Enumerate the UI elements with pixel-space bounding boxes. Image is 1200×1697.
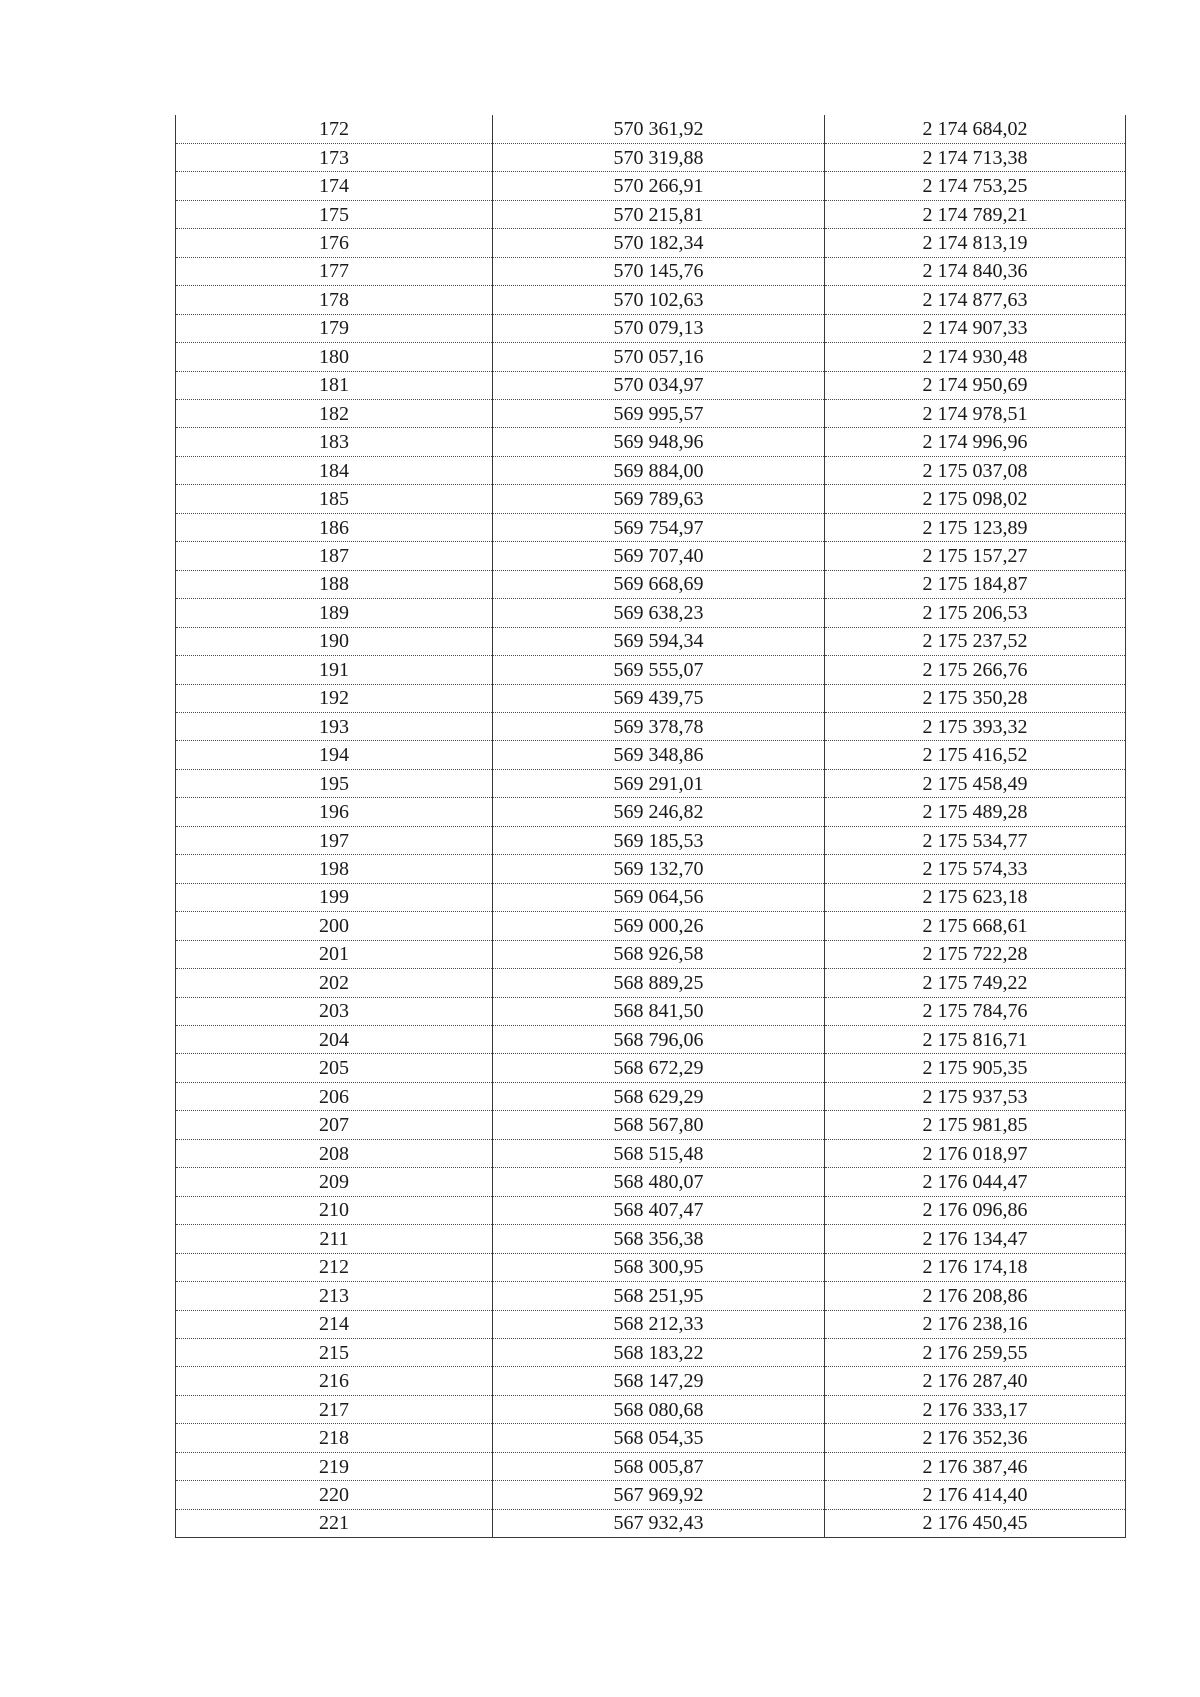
x-coordinate-cell: 569 789,63 — [493, 485, 825, 513]
x-coordinate-cell: 569 555,07 — [493, 656, 825, 684]
point-number-cell: 192 — [176, 684, 493, 712]
x-coordinate-cell: 569 668,69 — [493, 570, 825, 598]
x-coordinate-cell: 569 000,26 — [493, 912, 825, 940]
point-number-cell: 217 — [176, 1395, 493, 1423]
x-coordinate-cell: 569 594,34 — [493, 627, 825, 655]
y-coordinate-cell: 2 175 623,18 — [825, 883, 1126, 911]
y-coordinate-cell: 2 175 416,52 — [825, 741, 1126, 769]
x-coordinate-cell: 570 057,16 — [493, 343, 825, 371]
coordinates-table — [175, 115, 1126, 1538]
x-coordinate-cell: 567 932,43 — [493, 1509, 825, 1537]
table-row — [176, 400, 1126, 428]
y-coordinate-cell: 2 175 668,61 — [825, 912, 1126, 940]
y-coordinate-cell: 2 176 450,45 — [825, 1509, 1126, 1537]
y-coordinate-cell: 2 174 930,48 — [825, 343, 1126, 371]
y-coordinate-cell: 2 175 749,22 — [825, 969, 1126, 997]
table-row — [176, 314, 1126, 342]
point-number-cell: 210 — [176, 1196, 493, 1224]
point-number-cell: 205 — [176, 1054, 493, 1082]
table-row — [176, 940, 1126, 968]
point-number-cell: 185 — [176, 485, 493, 513]
x-coordinate-cell: 569 707,40 — [493, 542, 825, 570]
table-row — [176, 741, 1126, 769]
x-coordinate-cell: 568 567,80 — [493, 1111, 825, 1139]
point-number-cell: 215 — [176, 1338, 493, 1366]
table-row — [176, 1168, 1126, 1196]
table-row — [176, 713, 1126, 741]
table-row — [176, 1082, 1126, 1110]
table-row — [176, 969, 1126, 997]
y-coordinate-cell: 2 175 784,76 — [825, 997, 1126, 1025]
point-number-cell: 186 — [176, 513, 493, 541]
x-coordinate-cell: 570 266,91 — [493, 172, 825, 200]
x-coordinate-cell: 569 754,97 — [493, 513, 825, 541]
point-number-cell: 176 — [176, 229, 493, 257]
point-number-cell: 212 — [176, 1253, 493, 1281]
y-coordinate-cell: 2 174 877,63 — [825, 286, 1126, 314]
table-row — [176, 1452, 1126, 1480]
table-row — [176, 229, 1126, 257]
y-coordinate-cell: 2 175 816,71 — [825, 1026, 1126, 1054]
table-row — [176, 1509, 1126, 1537]
y-coordinate-cell: 2 175 458,49 — [825, 769, 1126, 797]
table-row — [176, 1424, 1126, 1452]
y-coordinate-cell: 2 174 684,02 — [825, 115, 1126, 143]
table-row — [176, 1139, 1126, 1167]
y-coordinate-cell: 2 174 840,36 — [825, 257, 1126, 285]
table-row — [176, 883, 1126, 911]
point-number-cell: 208 — [176, 1139, 493, 1167]
table-row — [176, 599, 1126, 627]
point-number-cell: 209 — [176, 1168, 493, 1196]
point-number-cell: 187 — [176, 542, 493, 570]
table-row — [176, 200, 1126, 228]
x-coordinate-cell: 569 064,56 — [493, 883, 825, 911]
point-number-cell: 201 — [176, 940, 493, 968]
y-coordinate-cell: 2 174 713,38 — [825, 143, 1126, 171]
x-coordinate-cell: 568 005,87 — [493, 1452, 825, 1480]
x-coordinate-cell: 568 300,95 — [493, 1253, 825, 1281]
table-row — [176, 513, 1126, 541]
point-number-cell: 197 — [176, 826, 493, 854]
point-number-cell: 189 — [176, 599, 493, 627]
table-row — [176, 1338, 1126, 1366]
x-coordinate-cell: 568 480,07 — [493, 1168, 825, 1196]
point-number-cell: 184 — [176, 456, 493, 484]
point-number-cell: 218 — [176, 1424, 493, 1452]
point-number-cell: 196 — [176, 798, 493, 826]
x-coordinate-cell: 570 034,97 — [493, 371, 825, 399]
y-coordinate-cell: 2 175 266,76 — [825, 656, 1126, 684]
point-number-cell: 221 — [176, 1509, 493, 1537]
x-coordinate-cell: 568 080,68 — [493, 1395, 825, 1423]
x-coordinate-cell: 570 319,88 — [493, 143, 825, 171]
x-coordinate-cell: 568 147,29 — [493, 1367, 825, 1395]
table-row — [176, 1026, 1126, 1054]
table-row — [176, 798, 1126, 826]
y-coordinate-cell: 2 176 238,16 — [825, 1310, 1126, 1338]
y-coordinate-cell: 2 176 096,86 — [825, 1196, 1126, 1224]
table-row — [176, 1282, 1126, 1310]
x-coordinate-cell: 568 356,38 — [493, 1225, 825, 1253]
table-row — [176, 143, 1126, 171]
point-number-cell: 179 — [176, 314, 493, 342]
table-row — [176, 371, 1126, 399]
y-coordinate-cell: 2 174 996,96 — [825, 428, 1126, 456]
point-number-cell: 200 — [176, 912, 493, 940]
point-number-cell: 182 — [176, 400, 493, 428]
point-number-cell: 220 — [176, 1481, 493, 1509]
table-row — [176, 1481, 1126, 1509]
table-row — [176, 1253, 1126, 1281]
x-coordinate-cell: 570 079,13 — [493, 314, 825, 342]
y-coordinate-cell: 2 174 950,69 — [825, 371, 1126, 399]
point-number-cell: 202 — [176, 969, 493, 997]
point-number-cell: 177 — [176, 257, 493, 285]
y-coordinate-cell: 2 175 206,53 — [825, 599, 1126, 627]
table-row — [176, 570, 1126, 598]
y-coordinate-cell: 2 176 387,46 — [825, 1452, 1126, 1480]
x-coordinate-cell: 568 054,35 — [493, 1424, 825, 1452]
point-number-cell: 190 — [176, 627, 493, 655]
x-coordinate-cell: 569 884,00 — [493, 456, 825, 484]
y-coordinate-cell: 2 174 789,21 — [825, 200, 1126, 228]
point-number-cell: 193 — [176, 713, 493, 741]
table-row — [176, 257, 1126, 285]
point-number-cell: 199 — [176, 883, 493, 911]
table-row — [176, 855, 1126, 883]
y-coordinate-cell: 2 175 534,77 — [825, 826, 1126, 854]
point-number-cell: 206 — [176, 1082, 493, 1110]
point-number-cell: 213 — [176, 1282, 493, 1310]
table-row — [176, 769, 1126, 797]
x-coordinate-cell: 568 926,58 — [493, 940, 825, 968]
point-number-cell: 216 — [176, 1367, 493, 1395]
y-coordinate-cell: 2 175 722,28 — [825, 940, 1126, 968]
x-coordinate-cell: 568 212,33 — [493, 1310, 825, 1338]
y-coordinate-cell: 2 175 037,08 — [825, 456, 1126, 484]
point-number-cell: 172 — [176, 115, 493, 143]
table-row — [176, 1395, 1126, 1423]
point-number-cell: 204 — [176, 1026, 493, 1054]
y-coordinate-cell: 2 176 333,17 — [825, 1395, 1126, 1423]
point-number-cell: 195 — [176, 769, 493, 797]
point-number-cell: 219 — [176, 1452, 493, 1480]
table-row — [176, 1111, 1126, 1139]
point-number-cell: 183 — [176, 428, 493, 456]
point-number-cell: 180 — [176, 343, 493, 371]
y-coordinate-cell: 2 175 123,89 — [825, 513, 1126, 541]
x-coordinate-cell: 568 515,48 — [493, 1139, 825, 1167]
point-number-cell: 178 — [176, 286, 493, 314]
x-coordinate-cell: 569 291,01 — [493, 769, 825, 797]
table-row — [176, 826, 1126, 854]
point-number-cell: 203 — [176, 997, 493, 1025]
point-number-cell: 188 — [176, 570, 493, 598]
y-coordinate-cell: 2 175 393,32 — [825, 713, 1126, 741]
x-coordinate-cell: 569 995,57 — [493, 400, 825, 428]
table-row — [176, 542, 1126, 570]
y-coordinate-cell: 2 175 237,52 — [825, 627, 1126, 655]
point-number-cell: 194 — [176, 741, 493, 769]
point-number-cell: 207 — [176, 1111, 493, 1139]
x-coordinate-cell: 570 361,92 — [493, 115, 825, 143]
y-coordinate-cell: 2 176 352,36 — [825, 1424, 1126, 1452]
point-number-cell: 173 — [176, 143, 493, 171]
x-coordinate-cell: 568 407,47 — [493, 1196, 825, 1224]
y-coordinate-cell: 2 174 907,33 — [825, 314, 1126, 342]
y-coordinate-cell: 2 176 134,47 — [825, 1225, 1126, 1253]
x-coordinate-cell: 570 145,76 — [493, 257, 825, 285]
point-number-cell: 175 — [176, 200, 493, 228]
y-coordinate-cell: 2 174 753,25 — [825, 172, 1126, 200]
table-row — [176, 1367, 1126, 1395]
y-coordinate-cell: 2 176 259,55 — [825, 1338, 1126, 1366]
x-coordinate-cell: 569 638,23 — [493, 599, 825, 627]
x-coordinate-cell: 569 132,70 — [493, 855, 825, 883]
x-coordinate-cell: 568 796,06 — [493, 1026, 825, 1054]
x-coordinate-cell: 570 215,81 — [493, 200, 825, 228]
table-row — [176, 912, 1126, 940]
table-row — [176, 456, 1126, 484]
x-coordinate-cell: 568 183,22 — [493, 1338, 825, 1366]
point-number-cell: 191 — [176, 656, 493, 684]
x-coordinate-cell: 568 251,95 — [493, 1282, 825, 1310]
y-coordinate-cell: 2 175 981,85 — [825, 1111, 1126, 1139]
y-coordinate-cell: 2 176 018,97 — [825, 1139, 1126, 1167]
x-coordinate-cell: 569 439,75 — [493, 684, 825, 712]
x-coordinate-cell: 569 378,78 — [493, 713, 825, 741]
x-coordinate-cell: 567 969,92 — [493, 1481, 825, 1509]
table-row — [176, 286, 1126, 314]
y-coordinate-cell: 2 175 574,33 — [825, 855, 1126, 883]
y-coordinate-cell: 2 174 978,51 — [825, 400, 1126, 428]
point-number-cell: 211 — [176, 1225, 493, 1253]
coordinates-table-body — [176, 115, 1126, 1538]
table-row — [176, 1225, 1126, 1253]
y-coordinate-cell: 2 175 905,35 — [825, 1054, 1126, 1082]
x-coordinate-cell: 568 889,25 — [493, 969, 825, 997]
point-number-cell: 174 — [176, 172, 493, 200]
y-coordinate-cell: 2 175 157,27 — [825, 542, 1126, 570]
y-coordinate-cell: 2 176 174,18 — [825, 1253, 1126, 1281]
y-coordinate-cell: 2 175 184,87 — [825, 570, 1126, 598]
y-coordinate-cell: 2 176 208,86 — [825, 1282, 1126, 1310]
y-coordinate-cell: 2 176 287,40 — [825, 1367, 1126, 1395]
y-coordinate-cell: 2 175 098,02 — [825, 485, 1126, 513]
x-coordinate-cell: 568 672,29 — [493, 1054, 825, 1082]
y-coordinate-cell: 2 175 350,28 — [825, 684, 1126, 712]
point-number-cell: 181 — [176, 371, 493, 399]
x-coordinate-cell: 568 841,50 — [493, 997, 825, 1025]
x-coordinate-cell: 569 948,96 — [493, 428, 825, 456]
table-row — [176, 172, 1126, 200]
table-row — [176, 997, 1126, 1025]
y-coordinate-cell: 2 176 044,47 — [825, 1168, 1126, 1196]
point-number-cell: 198 — [176, 855, 493, 883]
table-row — [176, 343, 1126, 371]
y-coordinate-cell: 2 175 937,53 — [825, 1082, 1126, 1110]
table-row — [176, 627, 1126, 655]
table-row — [176, 485, 1126, 513]
table-row — [176, 1196, 1126, 1224]
y-coordinate-cell: 2 174 813,19 — [825, 229, 1126, 257]
x-coordinate-cell: 569 246,82 — [493, 798, 825, 826]
table-row — [176, 656, 1126, 684]
point-number-cell: 214 — [176, 1310, 493, 1338]
table-row — [176, 1054, 1126, 1082]
table-row — [176, 1310, 1126, 1338]
x-coordinate-cell: 569 185,53 — [493, 826, 825, 854]
table-row — [176, 684, 1126, 712]
x-coordinate-cell: 570 182,34 — [493, 229, 825, 257]
table-row — [176, 115, 1126, 143]
y-coordinate-cell: 2 175 489,28 — [825, 798, 1126, 826]
x-coordinate-cell: 570 102,63 — [493, 286, 825, 314]
y-coordinate-cell: 2 176 414,40 — [825, 1481, 1126, 1509]
table-row — [176, 428, 1126, 456]
x-coordinate-cell: 569 348,86 — [493, 741, 825, 769]
x-coordinate-cell: 568 629,29 — [493, 1082, 825, 1110]
